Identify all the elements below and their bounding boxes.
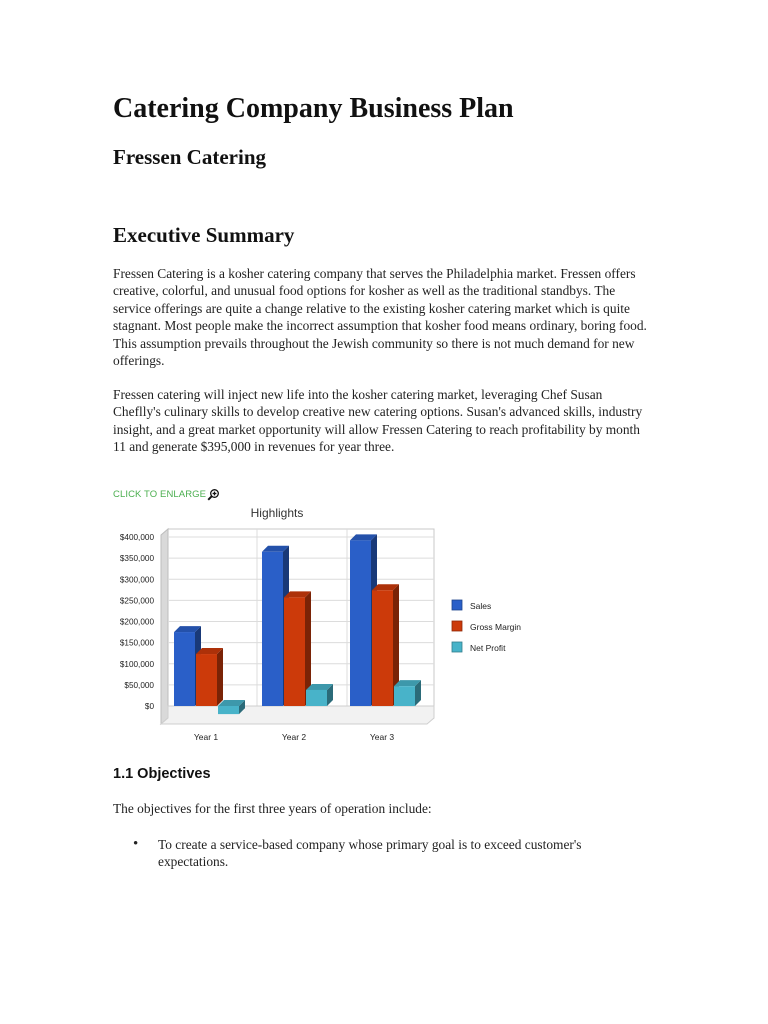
x-tick-label: Year 3 (369, 732, 395, 742)
legend-swatch (452, 600, 462, 610)
bar-net-profit (218, 706, 239, 714)
chart-side-wall (161, 529, 168, 724)
bar-gross-margin (372, 590, 393, 706)
page-title: Catering Company Business Plan (113, 93, 514, 124)
company-name: Fressen Catering (113, 145, 266, 169)
y-tick-label: $0 (144, 702, 154, 711)
legend-label: Net Profit (470, 643, 506, 653)
executive-summary-heading: Executive Summary (113, 223, 295, 247)
y-tick-label: $250,000 (119, 596, 154, 606)
bar-net-profit (394, 686, 415, 706)
bar-gross-margin (196, 654, 217, 706)
legend-label: Gross Margin (470, 622, 522, 632)
legend-label: Sales (470, 601, 492, 611)
chart-floor-top (161, 706, 434, 724)
y-tick-label: $50,000 (124, 680, 154, 690)
executive-summary-paragraph-1: Fressen Catering is a kosher catering company that serves the Philadelphia market. Fressen offers creative, colorful, and unusual food options for kosher as well as the traditional standbys. The service offerings are quite a change relative to the existing kosher catering market which is quite stagnant. Most people make the incorrect assumption that kosher food means ordinary, boring food. This assumption prevails throughout the Jewish community so there is not much demand for new offerings. (113, 266, 647, 369)
y-tick-label: $150,000 (119, 638, 154, 648)
objectives-intro: The objectives for the first three years of operation include: (113, 801, 432, 816)
y-tick-label: $350,000 (119, 554, 154, 564)
executive-summary-paragraph-2: Fressen catering will inject new life into the kosher catering market, leveraging Chef Susan Cheflly's culinary skills to develop creative new catering options. Susan's advanced skills, industry insight, and a great market opportunity will allow Fressen Catering to reach profitability by month 11 and generate $395,000 in revenues for year three. (113, 387, 643, 455)
legend-swatch (452, 621, 462, 631)
legend-swatch (452, 642, 462, 652)
bar-sales (262, 552, 283, 706)
bar-gross-margin (284, 597, 305, 706)
y-tick-label: $200,000 (119, 617, 154, 627)
bar-sales (174, 632, 195, 706)
x-tick-label: Year 1 (193, 732, 219, 742)
click-to-enlarge-label[interactable]: CLICK TO ENLARGE (113, 489, 207, 500)
list-item: • To create a service-based company whose primary goal is to exceed customer's expectations. (113, 836, 653, 871)
bar-net-profit (306, 690, 327, 706)
x-tick-label: Year 2 (281, 732, 307, 742)
objectives-list (113, 836, 653, 871)
objectives-heading: 1.1 Objectives (113, 766, 211, 782)
y-tick-label: $100,000 (119, 659, 154, 669)
highlights-chart (112, 500, 552, 750)
bar-sales (350, 540, 371, 706)
y-tick-label: $300,000 (119, 575, 154, 585)
bar-side-face (217, 648, 223, 706)
y-tick-label: $400,000 (119, 533, 154, 542)
chart-title: Highlights (250, 506, 304, 520)
